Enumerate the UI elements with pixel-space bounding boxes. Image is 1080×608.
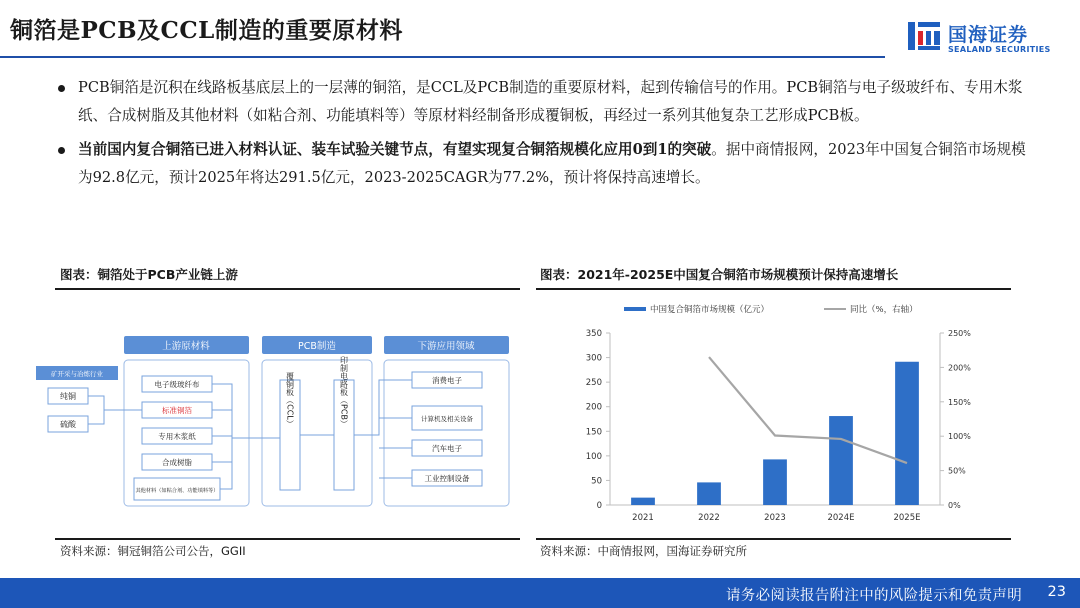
right-figure-bottom-rule bbox=[536, 538, 1011, 540]
y-tick-label: 250 bbox=[585, 378, 602, 389]
bullet-list bbox=[58, 74, 1038, 198]
mining-label: 矿开采与冶炼行业 bbox=[51, 370, 103, 378]
yoy-growth-line bbox=[709, 357, 907, 463]
raw-to-copper-connector bbox=[88, 396, 142, 424]
page-number: 23 bbox=[1047, 584, 1066, 600]
slide-header bbox=[0, 0, 1080, 62]
bullet-item bbox=[58, 136, 1038, 192]
y-tick-label: 100 bbox=[585, 451, 602, 462]
disclaimer-notice: 请务必阅读报告附注中的风险提示和免责声明 bbox=[726, 588, 1022, 604]
y-tick-label: 0 bbox=[596, 501, 602, 511]
y-tick-label: 300 bbox=[585, 353, 602, 364]
y2-tick-label: 150% bbox=[948, 397, 971, 407]
left-figure-top-rule bbox=[55, 288, 520, 290]
upstream-header-label: 上游原材料 bbox=[162, 341, 210, 352]
left-figure-title: 图表：铜箔处于PCB产业链上游 bbox=[60, 267, 238, 282]
application-label: 工业控制设备 bbox=[424, 474, 470, 483]
y-tick-label: 150 bbox=[585, 427, 602, 438]
material-label: 合成树脂 bbox=[162, 458, 192, 467]
title-divider bbox=[0, 56, 885, 58]
ccl-label: 覆铜板（CCL） bbox=[285, 372, 295, 428]
sealand-logo-icon bbox=[906, 18, 942, 54]
bar-2023 bbox=[763, 459, 787, 505]
application-label: 消费电子 bbox=[432, 376, 462, 385]
bar-2021 bbox=[631, 498, 655, 505]
supply-chain-diagram bbox=[34, 330, 519, 510]
bar-2024E bbox=[829, 416, 853, 505]
x-tick-label: 2021 bbox=[632, 513, 654, 523]
y2-tick-label: 250% bbox=[948, 329, 971, 338]
pcb-label: 印制电路板（PCB） bbox=[339, 356, 349, 428]
y2-tick-label: 200% bbox=[948, 363, 971, 373]
pcb-header-label: PCB制造 bbox=[298, 341, 336, 352]
left-figure-source: 资料来源：铜冠铜箔公司公告，GGII bbox=[60, 544, 246, 558]
slide-title: 铜箔是PCB及CCL制造的重要原材料 bbox=[10, 17, 403, 44]
y2-tick-label: 0% bbox=[948, 501, 961, 510]
x-tick-label: 2022 bbox=[698, 513, 720, 523]
x-tick-label: 2025E bbox=[893, 513, 921, 523]
y2-tick-label: 50% bbox=[948, 466, 966, 476]
materials-to-ccl-connector bbox=[212, 384, 280, 489]
pure-copper-label: 纯铜 bbox=[60, 392, 76, 401]
bullet-text: 。据中商情报网，2023年中国复合铜箔市场规模为92.8亿元，预计2025年将达291.5亿元，2023-2025CAGR为77.2%，预计将保持高速增长。 bbox=[78, 141, 1026, 186]
x-tick-label: 2024E bbox=[827, 513, 855, 523]
bullet-text: PCB铜箔是沉积在线路板基底层上的一层薄的铜箔，是CCL及PCB制造的重要原材料，起到传输信号的作用。PCB铜箔与电子级玻纤布、专用木浆纸、合成树脂及其他材料（如粘合剂、功能填料等）等原材料经制备形成覆铜板，再经过一系列其他复杂工艺形成PCB板。 bbox=[78, 79, 1023, 124]
company-logo bbox=[906, 18, 1066, 60]
bullet-item bbox=[58, 74, 1038, 130]
bullet-dot bbox=[58, 147, 65, 154]
pcb-frame bbox=[262, 360, 372, 506]
material-label-highlight: 标准铜箔 bbox=[162, 406, 192, 415]
y-tick-label: 50 bbox=[591, 476, 602, 487]
slide-footer bbox=[0, 578, 1080, 608]
right-figure-source: 资料来源：中商情报网，国海证券研究所 bbox=[540, 544, 747, 558]
material-label: 其他材料（如粘合剂、功能填料等） bbox=[135, 488, 219, 494]
bullet-strong-text: 当前国内复合铜箔已进入材料认证、装车试验关键节点，有望实现复合铜箔规模化应用0到1的突破 bbox=[78, 141, 712, 158]
y2-tick-label: 100% bbox=[948, 432, 971, 442]
market-size-chart bbox=[540, 293, 1000, 533]
sulfuric-acid-label: 硫酸 bbox=[60, 420, 76, 429]
logo-chinese-name: 国海证券 bbox=[948, 24, 1029, 46]
right-figure-title: 图表：2021年-2025E中国复合铜箔市场规模预计保持高速增长 bbox=[540, 267, 899, 282]
left-figure-bottom-rule bbox=[55, 538, 520, 540]
legend-bar-label: 中国复合铜箔市场规模（亿元） bbox=[650, 305, 770, 315]
bullet-dot bbox=[58, 85, 65, 92]
material-label: 专用木浆纸 bbox=[158, 432, 196, 441]
right-figure-top-rule bbox=[536, 288, 1011, 290]
application-label: 汽车电子 bbox=[432, 444, 462, 453]
legend-line-label: 同比（%，右轴） bbox=[850, 305, 918, 315]
bar-2025E bbox=[895, 362, 919, 505]
logo-english-name: SEALAND SECURITIES bbox=[948, 45, 1051, 54]
material-label: 电子级玻纤布 bbox=[154, 380, 200, 389]
y-tick-label: 350 bbox=[585, 329, 602, 339]
bar-2022 bbox=[697, 482, 721, 505]
legend-bar-swatch bbox=[624, 307, 646, 311]
downstream-header-label: 下游应用领域 bbox=[417, 341, 475, 352]
x-tick-label: 2023 bbox=[764, 513, 786, 523]
y-tick-label: 200 bbox=[585, 402, 602, 413]
application-label: 计算机及相关设备 bbox=[421, 415, 473, 423]
pcb-to-apps-connector bbox=[354, 380, 412, 478]
